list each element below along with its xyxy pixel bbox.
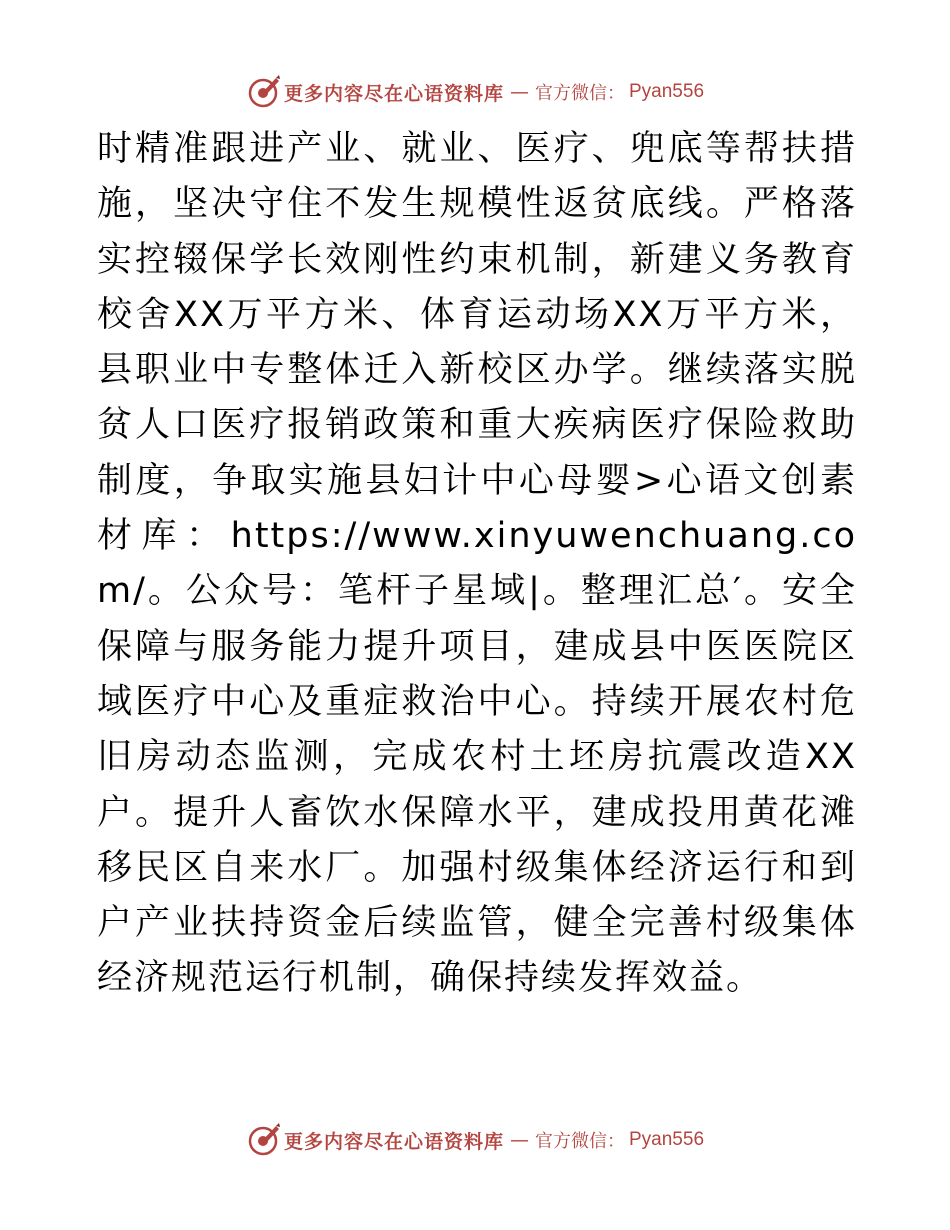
document-body bbox=[97, 122, 857, 1007]
footer-brand-text: 更多内容尽在心语资料库 bbox=[283, 1130, 504, 1153]
pen-nib-logo-icon bbox=[246, 1123, 280, 1157]
header-brand bbox=[246, 75, 704, 109]
page-header bbox=[0, 72, 950, 112]
footer-brand bbox=[246, 1123, 704, 1157]
footer-wechat-label: 官方微信： bbox=[535, 1131, 625, 1152]
header-wechat-id: Pyan556 bbox=[629, 81, 705, 102]
header-wechat-label: 官方微信： bbox=[535, 83, 625, 104]
footer-separator: — bbox=[510, 1129, 529, 1151]
body-paragraph: 时精准跟进产业、就业、医疗、兜底等帮扶措施，坚决守住不发生规模性返贫底线。严格落实控辍保学长效刚性约束机制，新建义务教育校舍XX万平方米、体育运动场XX万平方米，县职业中专整体迁入新校区办学。继续落实脱贫人口医疗报销政策和重大疾病医疗保险救助制度，争取实施县妇计中心母婴>心语文创素材库：https://www.xinyuwenchuang.com/。公众号：笔杆子星域|。整理汇总′。安全保障与服务能力提升项目，建成县中医医院区域医疗中心及重症救治中心。持续开展农村危旧房动态监测，完成农村土坯房抗震改造XX户。提升人畜饮水保障水平，建成投用黄花滩移民区自来水厂。加强村级集体经济运行和到户产业扶持资金后续监管，健全完善村级集体经济规范运行机制，确保持续发挥效益。 bbox=[97, 129, 857, 999]
pen-nib-logo-icon bbox=[246, 75, 280, 109]
footer-wechat-id: Pyan556 bbox=[629, 1129, 705, 1150]
header-separator: — bbox=[510, 81, 529, 103]
page-footer bbox=[0, 1120, 950, 1160]
header-brand-text: 更多内容尽在心语资料库 bbox=[283, 82, 504, 105]
